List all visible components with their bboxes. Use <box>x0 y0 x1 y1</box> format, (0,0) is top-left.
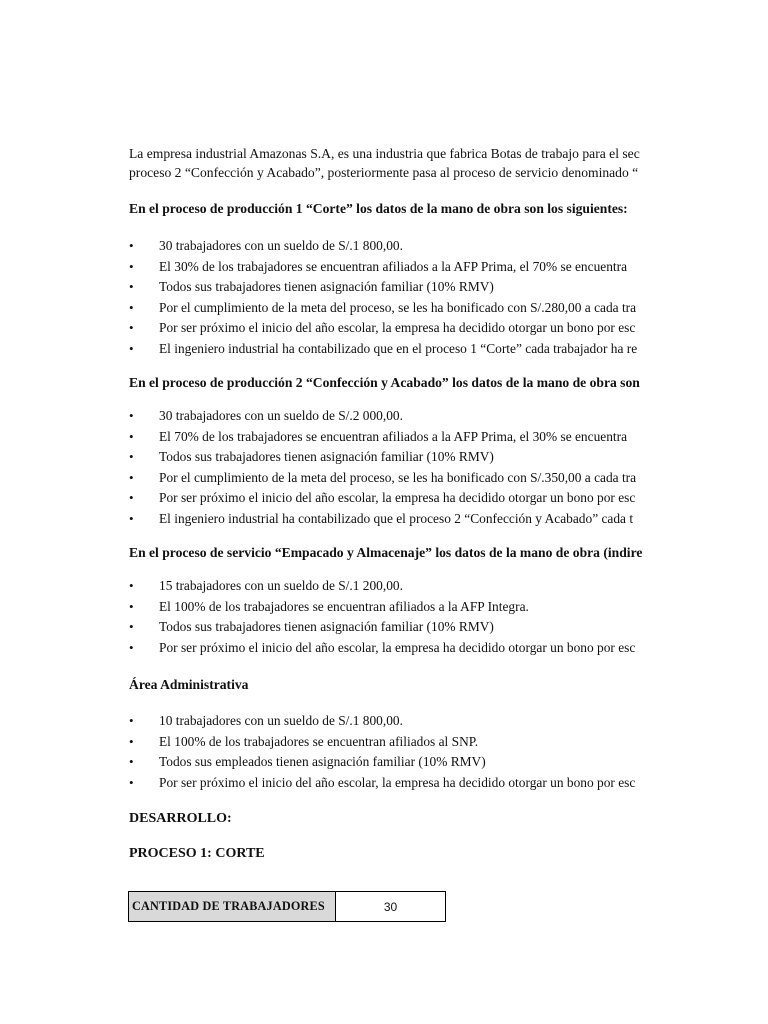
table-row <box>129 892 446 922</box>
list-item: • Por el cumplimiento de la meta del proceso, se les ha bonificado con S/.350,00 a cada tra <box>129 468 661 489</box>
bullet-icon: • <box>129 774 134 790</box>
list-item: • Por ser próximo el inicio del año escolar, la empresa ha decidido otorgar un bono por esc <box>129 773 661 794</box>
intro-paragraph <box>129 144 661 182</box>
list-item: • Todos sus trabajadores tienen asignación familiar (10% RMV) <box>129 617 661 638</box>
intro-line-1: La empresa industrial Amazonas S.A, es una industria que fabrica Botas de trabajo para el sec <box>129 146 640 161</box>
workers-table-container <box>128 891 446 922</box>
workers-table <box>128 891 446 922</box>
bullet-list-administrativa <box>129 711 661 793</box>
bullet-icon: • <box>129 619 134 634</box>
list-item: • El 100% de los trabajadores se encuentran afiliados al SNP. <box>129 732 661 753</box>
list-item: • 30 trabajadores con un sueldo de S/.2 000,00. <box>129 406 661 427</box>
bullet-icon: • <box>129 598 134 614</box>
list-item: • Todos sus trabajadores tienen asignación familiar (10% RMV) <box>129 447 661 468</box>
list-item: • Por ser próximo el inicio del año escolar, la empresa ha decidido otorgar un bono por esc <box>129 318 661 339</box>
bullet-icon: • <box>129 299 134 315</box>
workers-count-value: 30 <box>336 892 446 922</box>
bullet-icon: • <box>129 340 134 356</box>
section-heading-administrativa: Área Administrativa <box>129 677 249 692</box>
bullet-icon: • <box>129 713 134 728</box>
bullet-icon: • <box>129 320 134 335</box>
list-item: • El ingeniero industrial ha contabilizado que en el proceso 1 “Corte” cada trabajador ha re <box>129 339 661 360</box>
list-item: • Por ser próximo el inicio del año escolar, la empresa ha decidido otorgar un bono por esc <box>129 638 661 659</box>
section-heading-empacado: En el proceso de servicio “Empacado y Almacenaje” los datos de la mano de obra (indire <box>129 545 643 560</box>
list-item: • Todos sus trabajadores tienen asignación familiar (10% RMV) <box>129 277 661 298</box>
desarrollo-heading: DESARROLLO: <box>129 811 232 826</box>
bullet-list-empacado <box>129 576 661 658</box>
bullet-icon: • <box>129 578 134 593</box>
bullet-icon: • <box>129 469 134 485</box>
bullet-icon: • <box>129 258 134 274</box>
bullet-icon: • <box>129 733 134 749</box>
list-item: • 10 trabajadores con un sueldo de S/.1 800,00. <box>129 711 661 732</box>
bullet-icon: • <box>129 408 134 423</box>
list-item: • Por ser próximo el inicio del año escolar, la empresa ha decidido otorgar un bono por esc <box>129 488 661 509</box>
bullet-list-corte <box>129 236 661 359</box>
workers-count-label: CANTIDAD DE TRABAJADORES <box>129 892 336 922</box>
bullet-list-confeccion <box>129 406 661 529</box>
bullet-icon: • <box>129 510 134 526</box>
list-item: • 15 trabajadores con un sueldo de S/.1 200,00. <box>129 576 661 597</box>
intro-line-2: proceso 2 “Confección y Acabado”, posteriormente pasa al proceso de servicio denominado “ <box>129 165 639 180</box>
list-item: • 30 trabajadores con un sueldo de S/.1 800,00. <box>129 236 661 257</box>
document-body <box>129 144 661 863</box>
bullet-icon: • <box>129 490 134 505</box>
bullet-icon: • <box>129 238 134 253</box>
list-item: • El ingeniero industrial ha contabilizado que el proceso 2 “Confección y Acabado” cada t <box>129 509 661 530</box>
bullet-icon: • <box>129 754 134 769</box>
list-item: • Por el cumplimiento de la meta del proceso, se les ha bonificado con S/.280,00 a cada tra <box>129 298 661 319</box>
section-heading-confeccion: En el proceso de producción 2 “Confección y Acabado” los datos de la mano de obra son <box>129 375 640 390</box>
list-item: • Todos sus empleados tienen asignación familiar (10% RMV) <box>129 752 661 773</box>
bullet-icon: • <box>129 428 134 444</box>
bullet-icon: • <box>129 449 134 464</box>
bullet-icon: • <box>129 279 134 294</box>
list-item: • El 30% de los trabajadores se encuentran afiliados a la AFP Prima, el 70% se encuentra <box>129 257 661 278</box>
bullet-icon: • <box>129 639 134 655</box>
proceso-1-heading: PROCESO 1: CORTE <box>129 846 265 861</box>
list-item: • El 70% de los trabajadores se encuentran afiliados a la AFP Prima, el 30% se encuentra <box>129 427 661 448</box>
list-item: • El 100% de los trabajadores se encuentran afiliados a la AFP Integra. <box>129 597 661 618</box>
section-heading-corte: En el proceso de producción 1 “Corte” los datos de la mano de obra son los siguientes: <box>129 201 628 216</box>
